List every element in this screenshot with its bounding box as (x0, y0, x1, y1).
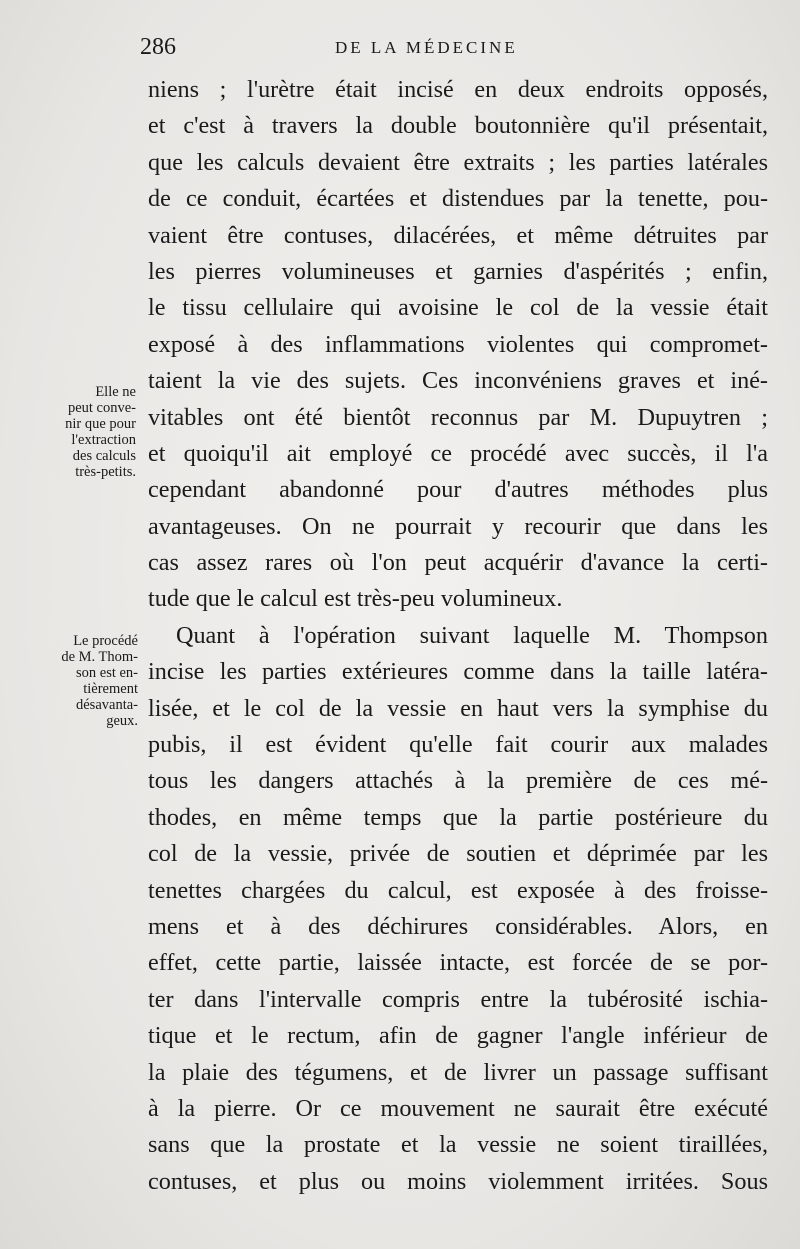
text-line: et c'est à travers la double boutonnière qu'il présentait, (148, 112, 768, 140)
text-line: incise les parties extérieures comme dans la taille latéra- (148, 658, 768, 686)
text-line: que les calculs devaient être extraits ; les parties latérales (148, 148, 768, 176)
text-line: le tissu cellulaire qui avoisine le col de la vessie était (148, 294, 768, 322)
margin-note-line: très-petits. (75, 464, 136, 480)
text-line: de ce conduit, écartées et distendues par la tenette, pou- (148, 185, 768, 213)
text-line: lisée, et le col de la vessie en haut vers la symphise du (148, 694, 768, 722)
page-header (140, 34, 760, 64)
text-line: sans que la prostate et la vessie ne soient tiraillées, (148, 1131, 768, 1159)
text-line: la plaie des tégumens, et de livrer un passage suffisant (148, 1058, 768, 1086)
text-line: effet, cette partie, laissée intacte, est forcée de se por- (148, 949, 768, 977)
text-line: ter dans l'intervalle compris entre la tubérosité ischia- (148, 985, 768, 1013)
text-line: tude que le calcul est très-peu volumineux. (148, 585, 563, 613)
text-line: vitables ont été bientôt reconnus par M. Dupuytren ; (148, 403, 768, 431)
margin-note-line: l'extraction (71, 432, 136, 448)
text-line: niens ; l'urètre était incisé en deux endroits opposés, (148, 76, 768, 103)
text-line: contuses, et plus ou moins violemment irritées. Sous (148, 1167, 768, 1195)
text-line: thodes, en même temps que la partie postérieure du (148, 803, 768, 831)
text-line: col de la vessie, privée de soutien et déprimée par les (148, 840, 768, 868)
text-line: tenettes chargées du calcul, est exposée à des froisse- (148, 876, 768, 904)
text-line: à la pierre. Or ce mouvement ne saurait être exécuté (148, 1094, 768, 1122)
text-line: mens et à des déchirures considérables. Alors, en (148, 912, 768, 940)
margin-note-line: Le procédé (73, 633, 138, 649)
text-line: cependant abandonné pour d'autres méthodes plus (148, 476, 768, 504)
margin-note-line: tièrement (83, 681, 138, 697)
margin-note-2 (0, 633, 138, 729)
margin-note-1 (0, 384, 136, 480)
running-title: DE LA MÉDECINE (335, 38, 518, 57)
page-number: 286 (140, 34, 176, 60)
text-line: les pierres volumineuses et garnies d'aspérités ; enfin, (148, 257, 768, 285)
text-line: tous les dangers attachés à la première de ces mé- (148, 767, 768, 795)
margin-note-line: peut conve- (67, 400, 136, 416)
text-line: tique et le rectum, afin de gagner l'angle inférieur de (148, 1022, 768, 1050)
margin-note-line: son est en- (75, 665, 138, 681)
text-line: pubis, il est évident qu'elle fait courir aux malades (148, 731, 768, 759)
text-line: exposé à des inflammations violentes qui compromet- (148, 330, 768, 358)
text-line: taient la vie des sujets. Ces inconvéniens graves et iné- (148, 367, 768, 395)
margin-note-line: désavanta- (76, 697, 138, 713)
margin-note-line: geux. (106, 713, 138, 729)
text-line: vaient être contuses, dilacérées, et même détruites par (148, 221, 768, 249)
text-line: Quant à l'opération suivant laquelle M. Thompson (176, 621, 768, 649)
body-text (148, 72, 768, 1200)
text-line: avantageuses. On ne pourrait y recourir que dans les (148, 512, 768, 540)
text-line: et quoiqu'il ait employé ce procédé avec succès, il l'a (148, 439, 768, 467)
text-line: cas assez rares où l'on peut acquérir d'avance la certi- (148, 549, 768, 577)
margin-note-line: des calculs (72, 448, 136, 464)
margin-note-line: de M. Thom- (61, 649, 138, 665)
margin-note-line: nir que pour (65, 416, 136, 432)
margin-note-line: Elle ne (95, 384, 136, 400)
